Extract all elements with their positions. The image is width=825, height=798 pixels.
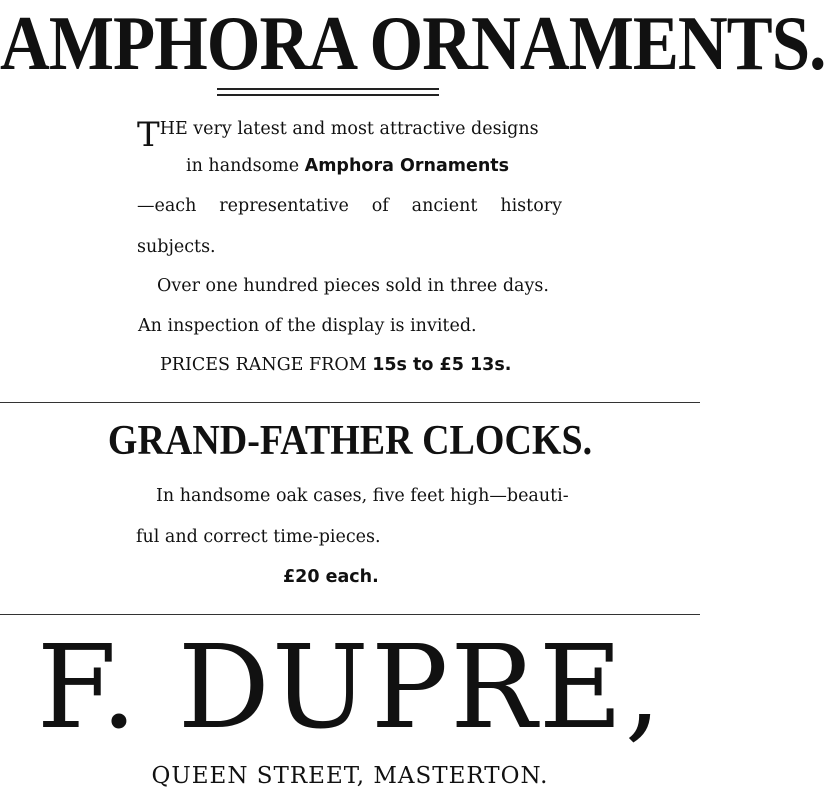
- word: of: [371, 196, 389, 216]
- amphora-product-name: Amphora Ornaments: [304, 156, 510, 176]
- clocks-line-2: ful and correct time-pieces.: [136, 527, 381, 547]
- clocks-line-1: In handsome oak cases, five feet high—beauti-: [156, 486, 569, 506]
- amphora-heading: AMPHORA ORNAMENTS.: [0, 0, 825, 87]
- advertiser-address: QUEEN STREET, MASTERTON.: [151, 763, 549, 789]
- prices-value: 15s to £5 13s.: [372, 355, 512, 375]
- section-divider-2: [0, 614, 700, 615]
- amphora-line-4: subjects.: [137, 237, 216, 257]
- advertiser-name: F. DUPRE,: [36, 621, 664, 755]
- amphora-line-2: [186, 156, 509, 176]
- word: —each: [137, 196, 197, 216]
- drop-cap: T: [137, 115, 160, 155]
- amphora-line-3: [137, 196, 562, 216]
- section-divider-1: [0, 402, 700, 403]
- amphora-line-1-text: HE very latest and most attractive designs: [159, 119, 539, 139]
- word: history: [500, 196, 562, 216]
- prices-label: PRICES RANGE FROM: [160, 355, 367, 375]
- word: ancient: [411, 196, 478, 216]
- clocks-heading: GRAND-FATHER CLOCKS.: [107, 417, 593, 465]
- double-rule-bottom: [217, 94, 439, 96]
- word: representative: [219, 196, 349, 216]
- amphora-line-5: Over one hundred pieces sold in three days.: [157, 276, 549, 296]
- amphora-prices: [160, 355, 511, 375]
- double-rule-top: [217, 88, 439, 90]
- amphora-line-6: An inspection of the display is invited.: [138, 316, 477, 336]
- amphora-line-2-text: in handsome: [186, 156, 300, 176]
- amphora-line-1: [137, 115, 539, 155]
- clocks-price: £20 each.: [283, 567, 379, 587]
